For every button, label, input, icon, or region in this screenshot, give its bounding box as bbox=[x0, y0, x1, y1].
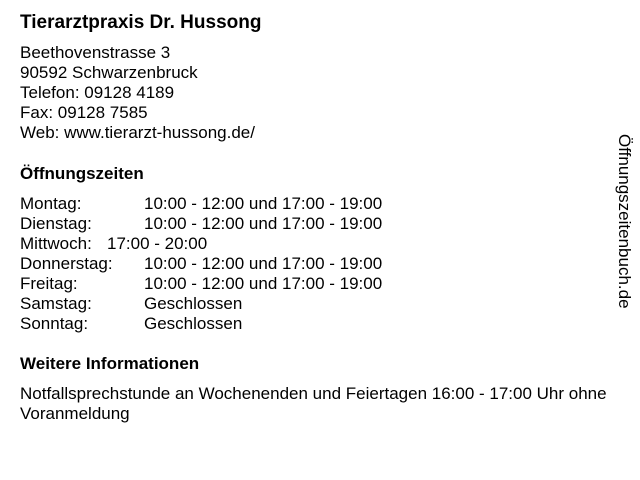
hours-day: Dienstag: bbox=[20, 214, 92, 233]
hours-day: Montag: bbox=[20, 194, 82, 213]
city-line: 90592 Schwarzenbruck bbox=[20, 63, 198, 82]
hours-time: Geschlossen bbox=[144, 314, 243, 333]
page-title: Tierarztpraxis Dr. Hussong bbox=[20, 12, 262, 33]
hours-day: Freitag: bbox=[20, 274, 78, 293]
hours-time: 10:00 - 12:00 und 17:00 - 19:00 bbox=[144, 254, 383, 273]
further-info-text: Notfallsprechstunde an Wochenenden und Feiertagen 16:00 - 17:00 Uhr ohne Voranmeldung bbox=[20, 384, 607, 423]
hours-time: 10:00 - 12:00 und 17:00 - 19:00 bbox=[144, 214, 383, 233]
address-line: Beethovenstrasse 3 bbox=[20, 43, 171, 62]
contact-block bbox=[20, 43, 255, 143]
hours-time: 17:00 - 20:00 bbox=[107, 234, 208, 253]
side-brand-label: Öffnungszeitenbuch.de bbox=[615, 134, 634, 309]
hours-time: 10:00 - 12:00 und 17:00 - 19:00 bbox=[144, 274, 383, 293]
hours-day: Mittwoch: bbox=[20, 234, 92, 253]
hours-day: Samstag: bbox=[20, 294, 92, 313]
web-line: Web: www.tierarzt-hussong.de/ bbox=[20, 123, 255, 142]
hours-time: 10:00 - 12:00 und 17:00 - 19:00 bbox=[144, 194, 383, 213]
opening-hours-heading: Öffnungszeiten bbox=[20, 164, 144, 183]
hours-day: Sonntag: bbox=[20, 314, 89, 333]
hours-day: Donnerstag: bbox=[20, 254, 113, 273]
further-info-heading: Weitere Informationen bbox=[20, 354, 200, 373]
hours-time: Geschlossen bbox=[144, 294, 243, 313]
fax-line: Fax: 09128 7585 bbox=[20, 103, 148, 122]
phone-line: Telefon: 09128 4189 bbox=[20, 83, 175, 102]
